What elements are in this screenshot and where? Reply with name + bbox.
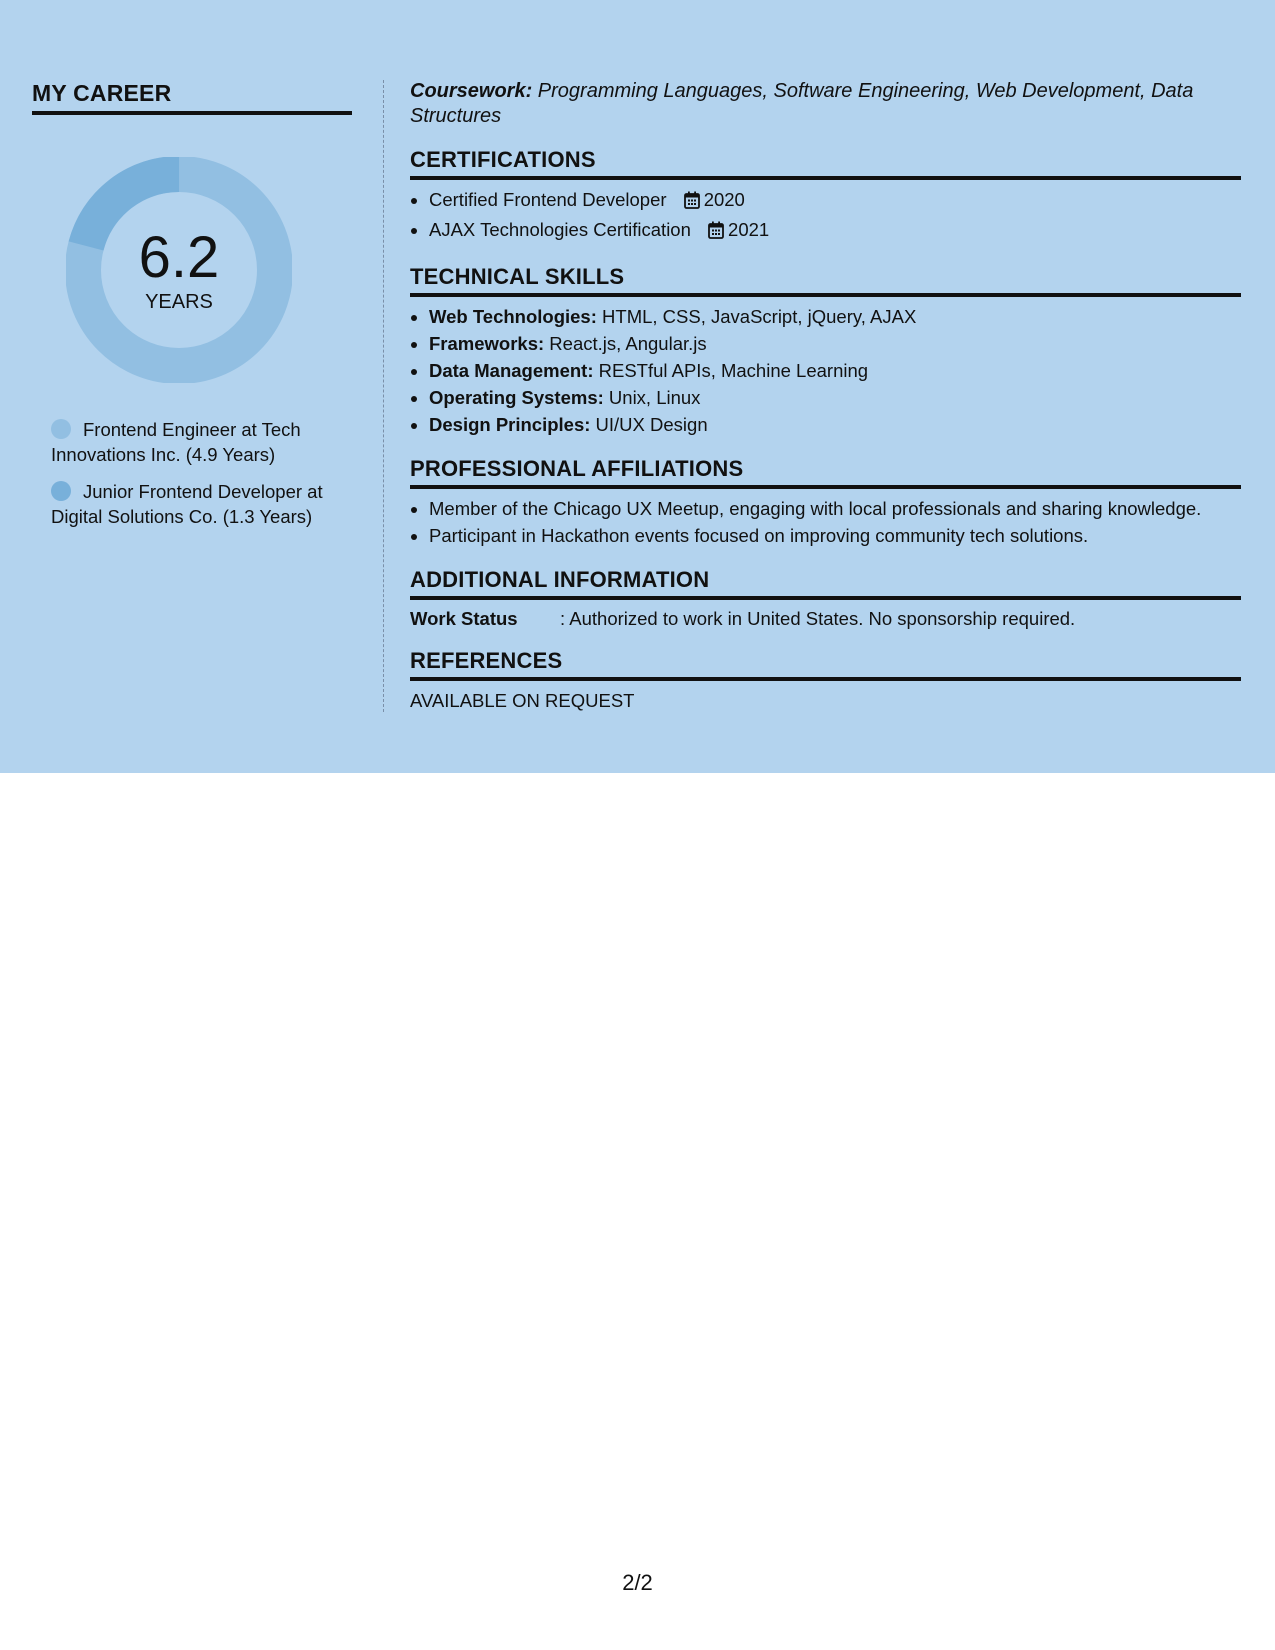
certification-name: Certified Frontend Developer [429,189,667,210]
technical-skills-title: TECHNICAL SKILLS [410,264,1241,297]
certifications-title: CERTIFICATIONS [410,147,1241,180]
skill-label: Web Technologies: [429,306,597,327]
certifications-list [410,186,1241,246]
list-item [429,357,1241,384]
certification-year: 2021 [728,219,770,240]
column-divider [383,80,384,712]
career-section-title: MY CAREER [32,80,352,115]
list-item [429,186,1241,216]
skills-list [410,303,1241,438]
legend-dot [51,481,71,501]
list-item [429,303,1241,330]
work-status-label: Work Status [410,608,518,629]
list-item [429,384,1241,411]
skill-label: Frameworks: [429,333,545,354]
certification-name: AJAX Technologies Certification [429,219,691,240]
skill-label: Data Management: [429,360,594,381]
skill-value: Unix, Linux [603,387,701,408]
skill-value: React.js, Angular.js [544,333,707,354]
skill-value: UI/UX Design [590,414,708,435]
career-donut-chart [66,157,292,383]
list-item [429,330,1241,357]
legend-item [51,417,351,467]
main-column [410,79,1241,712]
legend-label: Frontend Engineer at Tech Innovations Inc. (4.9 Years) [51,419,301,465]
certification-year: 2020 [703,189,745,210]
career-legend [51,417,351,529]
skill-label: Design Principles: [429,414,591,435]
list-item [429,411,1241,438]
work-status-row [410,608,1241,630]
references-text: AVAILABLE ON REQUEST [410,690,635,711]
coursework-label: Coursework: [410,80,533,102]
references-title: REFERENCES [410,648,1241,681]
page-number: 2/2 [622,1570,653,1595]
list-item [429,216,1241,246]
donut-center [66,225,292,314]
coursework-text: Programming Languages, Software Engineering, Web Development, Data Structures [410,80,1194,127]
skill-label: Operating Systems: [429,387,604,408]
list-item: • Member of the Chicago UX Meetup, engaging with local professionals and sharing knowledge. [429,495,1241,522]
legend-label: Junior Frontend Developer at Digital Solutions Co. (1.3 Years) [51,481,323,527]
skill-value: HTML, CSS, JavaScript, jQuery, AJAX [596,306,917,327]
calendar-icon [684,189,700,216]
coursework-line [410,79,1241,129]
legend-item [51,479,351,529]
total-years-label: YEARS [145,291,213,313]
additional-info-title: ADDITIONAL INFORMATION [410,567,1241,600]
skill-value: RESTful APIs, Machine Learning [593,360,869,381]
legend-dot [51,419,71,439]
career-column [32,80,352,541]
list-item: • Participant in Hackathon events focused on improving community tech solutions. [429,522,1241,549]
work-status-value: : Authorized to work in United States. No sponsorship required. [560,608,1076,629]
total-years-value: 6.2 [138,225,220,290]
affiliations-list [410,495,1241,549]
calendar-icon [708,219,724,246]
affiliations-title: PROFESSIONAL AFFILIATIONS [410,456,1241,489]
